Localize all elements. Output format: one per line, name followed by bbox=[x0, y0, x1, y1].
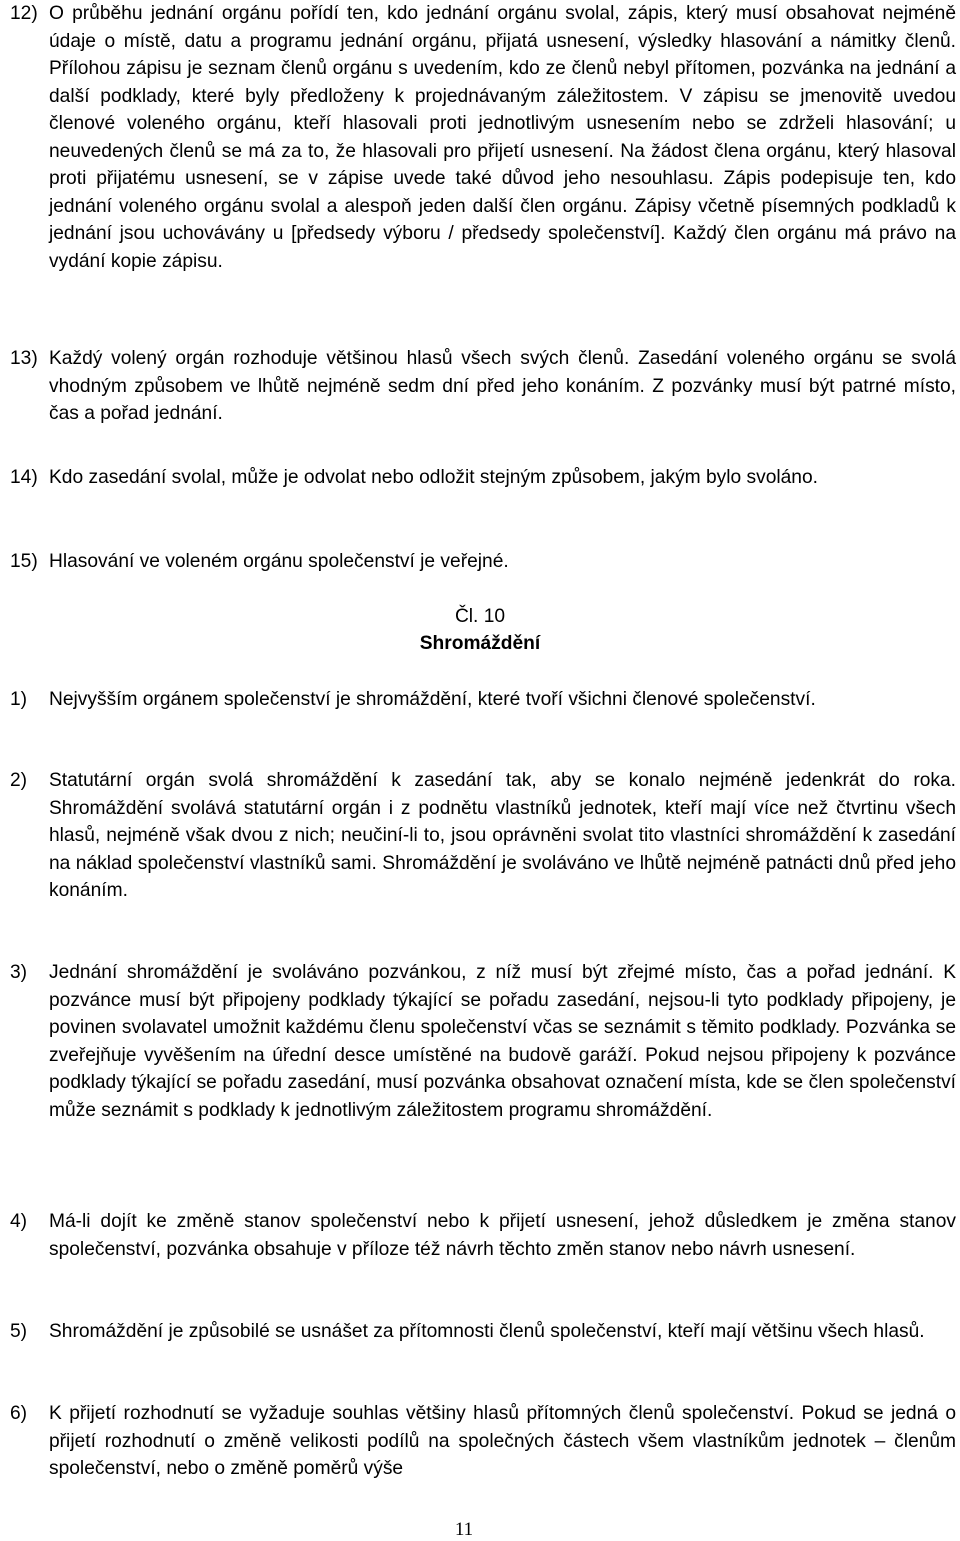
paragraph-number: 15) bbox=[10, 551, 38, 572]
paragraph-text: O průběhu jednání orgánu pořídí ten, kdo jednání orgánu svolal, zápis, který musí obsahovat nejméně údaje o místě, datu a programu jednání orgánu, přijatá usnesení, výsledky hlasování a námitky členů. Přílohou zápisu je seznam členů orgánu s uvedením, kdo ze členů nebyl přítomen, pozvánka na jednání a další podklady, které byly předloženy k projednávaným záležitostem. V zápisu se jmenovitě uvedou členové voleného orgánu, kteří hlasovali proti jednotlivým usnesením nebo se zdrželi hlasování; u neuvedených členů se má za to, že hlasovali pro přijetí usnesení. Na žádost člena orgánu, který hlasoval proti přijatému usnesení, se v zápise uvede také důvod jeho nesouhlasu. Zápis podepisuje ten, kdo jednání voleného orgánu svolal a alespoň jeden další člen orgánu. Zápisy včetně písemných podkladů k jednání jsou uchovávány u [předsedy výboru / předsedy společenství]. Každý člen orgánu má právo na vydání kopie zápisu. bbox=[49, 3, 956, 272]
paragraph-number: 13) bbox=[10, 348, 38, 369]
paragraph-15 bbox=[10, 548, 956, 576]
paragraph-number: 5) bbox=[10, 1321, 28, 1342]
paragraph-text: Shromáždění je způsobilé se usnášet za přítomnosti členů společenství, kteří mají většinu všech hlasů. bbox=[49, 1321, 925, 1342]
paragraph-14 bbox=[10, 464, 956, 492]
paragraph-13 bbox=[10, 345, 956, 428]
paragraph-text: Statutární orgán svolá shromáždění k zasedání tak, aby se konalo nejméně jedenkrát do roka. Shromáždění svolává statutární orgán i z podnětu vlastníků jednotek, kteří mají více než čtvrtinu všech hlasů, nejméně však dvou z nich; neučiní-li to, jsou oprávněni svolat tito vlastníci shromáždění k zasedání na náklad společenství vlastníků sami. Shromáždění je svoláváno ve lhůtě nejméně patnácti dnů před jeho konáním. bbox=[49, 770, 956, 901]
paragraph-number: 14) bbox=[10, 467, 38, 488]
paragraph-number: 2) bbox=[10, 770, 28, 791]
paragraph-number: 6) bbox=[10, 1403, 28, 1424]
article-paragraph-6 bbox=[10, 1400, 956, 1483]
paragraph-12 bbox=[10, 0, 956, 275]
article-paragraph-3 bbox=[10, 959, 956, 1124]
article-paragraph-2 bbox=[10, 767, 956, 905]
paragraph-text: K přijetí rozhodnutí se vyžaduje souhlas většiny hlasů přítomných členů společenství. Pokud se jedná o přijetí rozhodnutí o změně velikosti podílů na společných částech všem vlastníkům jednotek – členům společenství, nebo o změně poměrů výše bbox=[49, 1403, 956, 1479]
paragraph-number: 3) bbox=[10, 962, 28, 983]
paragraph-number: 1) bbox=[10, 689, 28, 710]
article-number: Čl. 10 bbox=[454, 606, 506, 627]
paragraph-number: 4) bbox=[10, 1211, 28, 1232]
article-paragraph-5 bbox=[10, 1318, 956, 1346]
page-number: 11 bbox=[454, 1519, 474, 1540]
paragraph-text: Hlasování ve voleném orgánu společenství je veřejné. bbox=[49, 551, 509, 572]
paragraph-text: Každý volený orgán rozhoduje většinou hlasů všech svých členů. Zasedání voleného orgánu se svolá vhodným způsobem ve lhůtě nejméně sedm dní před jeho konáním. Z pozvánky musí být patrné místo, čas a pořad jednání. bbox=[49, 348, 956, 424]
paragraph-text: Kdo zasedání svolal, může je odvolat nebo odložit stejným způsobem, jakým bylo svoláno. bbox=[49, 467, 818, 488]
paragraph-text: Jednání shromáždění je svoláváno pozvánkou, z níž musí být zřejmé místo, čas a pořad jednání. K pozvánce musí být připojeny podklady týkající se pořadu zasedání, nejsou-li tyto podklady připojeny, je povinen svolavatel umožnit každému členu společenství včas se seznámit s těmito podklady. Pozvánka se zveřejňuje vyvěšením na úřední desce umístěné na budově garáží. Pokud nejsou připojeny k pozvánce podklady týkající se pořadu zasedání, musí pozvánka obsahovat označení místa, kde se člen společenství může seznámit s podklady k jednotlivým záležitostem programu shromáždění. bbox=[49, 962, 956, 1121]
article-paragraph-4 bbox=[10, 1208, 956, 1263]
paragraph-number: 12) bbox=[10, 3, 38, 24]
article-paragraph-1 bbox=[10, 686, 956, 714]
article-title: Shromáždění bbox=[419, 633, 541, 654]
paragraph-text: Má-li dojít ke změně stanov společenství nebo k přijetí usnesení, jehož důsledkem je změna stanov společenství, pozvánka obsahuje v příloze též návrh těchto změn stanov nebo návrh usnesení. bbox=[49, 1211, 956, 1260]
paragraph-text: Nejvyšším orgánem společenství je shromáždění, které tvoří všichni členové společenství. bbox=[49, 689, 816, 710]
